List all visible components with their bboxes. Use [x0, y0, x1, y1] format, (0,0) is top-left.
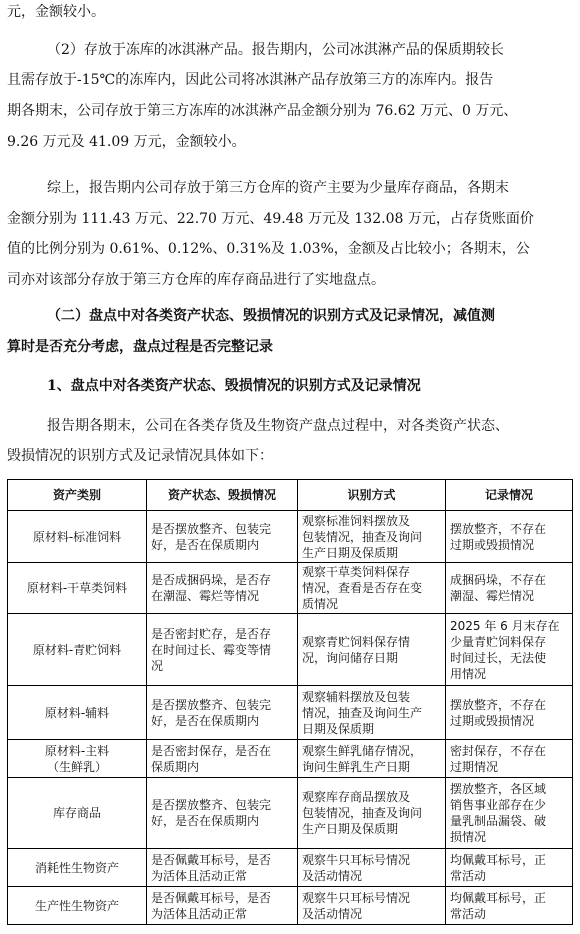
cell-record-status: [446, 614, 573, 686]
cell-record-status: [446, 563, 573, 614]
cell-record-status: [446, 778, 573, 849]
cell-text-line: 时间过长，无法使: [450, 650, 547, 665]
cell-identification-method: [298, 887, 446, 925]
cell-text-line: 摆放整齐，不存在: [450, 521, 547, 536]
cell-text-line: 观察库存商品摆放及: [302, 790, 411, 804]
text-line: 司亦对该部分存放于第三方仓库的库存商品进行了实地盘点。: [7, 272, 385, 288]
cell-text-line: 是否摆放整齐、包装完: [151, 697, 272, 712]
section-heading: （二）盘点中对各类资产状态、毁损情况的识别方式及记录情况，减值测: [47, 308, 495, 324]
cell-text-line: 损情况: [450, 830, 487, 844]
cell-text-line: 为活体且活动正常: [151, 906, 248, 921]
cell-text-line: 生产日期及保质期: [302, 822, 399, 836]
text-line: 9.26 万元及 41.09 万元，金额较小。: [7, 134, 246, 150]
cell-text-line: 过期或毁损情况: [450, 537, 535, 552]
text-line: 且需存放于-15℃的冻库内，因此公司将冰淇淋产品存放第三方的冻库内。报告: [7, 72, 494, 88]
cell-text-line: 是否密封贮存，是否存: [151, 626, 272, 641]
cell-text-line: 观察干草类饲料保存: [302, 565, 411, 579]
cell-text-line: 是否密封保存，是否在: [151, 743, 272, 758]
section-heading: 算时是否充分考虑，盘点过程是否完整记录: [7, 339, 273, 355]
cell-text-line: 观察标准饲料摆放及: [302, 513, 411, 528]
cell-text-line: 情况，抽查及询问生产: [302, 705, 423, 720]
cell-text-line: 保质期内: [151, 759, 200, 774]
cell-text-line: 销售事业部存在少: [450, 798, 547, 812]
text-line: 元，金额较小。: [7, 4, 105, 20]
header-asset-status: 资产状态、毁损情况: [147, 480, 298, 511]
cell-record-status: [446, 511, 573, 563]
text-line: 值的比例分别为 0.61%、0.12%、0.31%及 1.03%，金额及占比较小；各期末，公: [7, 241, 530, 257]
cell-text-line: 2025 年 6 月末存在: [450, 618, 560, 633]
cell-text-line: 过期或毁损情况: [450, 713, 535, 728]
header-record-status: 记录情况: [446, 480, 573, 511]
table-row: [8, 778, 573, 849]
cell-text-line: 观察青贮饲料保存情: [302, 634, 411, 649]
cell-text-line: （生鲜乳）: [46, 759, 107, 774]
cell-identification-method: [298, 614, 446, 686]
table-header-row: [8, 480, 573, 511]
subsection-heading: 1、盘点中对各类资产状态、毁损情况的识别方式及记录情况: [47, 378, 421, 394]
cell-text-line: 少量青贮饲料保存: [450, 634, 547, 649]
cell-text-line: 是否成捆码垛，是否存: [151, 573, 272, 587]
text-line: 综上，报告期内公司存放于第三方仓库的资产主要为少量库存商品，各期末: [47, 180, 509, 196]
cell-text-line: 况: [151, 658, 164, 673]
text-line: 金额分别为 111.43 万元、22.70 万元、49.48 万元及 132.08 万元，占存货账面价: [7, 211, 534, 227]
cell-identification-method: [298, 740, 446, 778]
cell-asset-category: [8, 887, 147, 925]
cell-asset-category: [8, 778, 147, 849]
cell-text-line: 在潮湿、霉烂等情况: [151, 589, 260, 603]
cell-text-line: 用情况: [450, 666, 487, 681]
cell-text-line: 观察牛只耳标号情况: [302, 852, 411, 867]
cell-text-line: 是否佩戴耳标号，是否: [151, 852, 272, 867]
cell-text-line: 询问生鲜乳生产日期: [302, 759, 411, 774]
cell-identification-method: [298, 686, 446, 740]
cell-asset-status: [147, 563, 298, 614]
cell-record-status: [446, 887, 573, 925]
table-row: [8, 563, 573, 614]
text-line: （2）存放于冻库的冰淇淋产品。报告期内，公司冰淇淋产品的保质期较长: [47, 42, 504, 58]
cell-text-line: 库存商品: [52, 806, 101, 820]
table-row: [8, 511, 573, 563]
cell-text-line: 观察辅料摆放及包装: [302, 689, 411, 704]
cell-text-line: 量乳制品漏袋、破: [450, 814, 547, 828]
cell-text-line: 为活体且活动正常: [151, 868, 248, 883]
cell-text-line: 在时间过长、霉变等情: [151, 642, 272, 657]
cell-text-line: 常活动: [450, 906, 487, 921]
cell-text-line: 摆放整齐，各区域: [450, 782, 547, 796]
cell-asset-category: [8, 511, 147, 563]
cell-text-line: 密封保存，不存在: [450, 743, 547, 758]
cell-identification-method: [298, 778, 446, 849]
cell-text-line: 均佩戴耳标号，正: [450, 852, 547, 867]
cell-text-line: 包装情况，抽查及询问: [302, 806, 423, 820]
cell-text-line: 常活动: [450, 868, 487, 883]
cell-text-line: 摆放整齐，不存在: [450, 697, 547, 712]
cell-text-line: 是否佩戴耳标号，是否: [151, 890, 272, 905]
cell-text-line: 过期情况: [450, 759, 499, 774]
cell-text-line: 成捆码垛，不存在: [450, 573, 547, 587]
cell-text-line: 好，是否在保质期内: [151, 537, 260, 552]
table-row: [8, 686, 573, 740]
cell-asset-status: [147, 849, 298, 887]
cell-text-line: 情况，查看是否存在变: [302, 581, 423, 595]
cell-asset-status: [147, 887, 298, 925]
text-line: 期各期末，公司存放于第三方冻库的冰淇淋产品金额分别为 76.62 万元、0 万元、: [7, 103, 518, 119]
cell-asset-status: [147, 511, 298, 563]
header-asset-category: 资产类别: [8, 480, 147, 511]
cell-text-line: 好，是否在保质期内: [151, 713, 260, 728]
cell-text-line: 生产日期及保质期: [302, 545, 399, 560]
cell-asset-category: [8, 740, 147, 778]
cell-text-line: 原材料-青贮饲料: [32, 642, 122, 657]
cell-identification-method: [298, 849, 446, 887]
cell-text-line: 原材料-干草类饲料: [26, 581, 128, 595]
table-row: [8, 887, 573, 925]
cell-text-line: 及活动情况: [302, 868, 363, 883]
cell-text-line: 原材料-辅料: [44, 705, 110, 720]
cell-text-line: 好，是否在保质期内: [151, 814, 260, 828]
cell-text-line: 生产性生物资产: [34, 898, 119, 913]
cell-asset-status: [147, 740, 298, 778]
cell-record-status: [446, 849, 573, 887]
cell-identification-method: [298, 563, 446, 614]
cell-asset-status: [147, 778, 298, 849]
cell-text-line: 观察生鲜乳储存情况，: [302, 743, 423, 758]
cell-text-line: 及活动情况: [302, 906, 363, 921]
cell-text-line: 质情况: [302, 597, 339, 611]
cell-identification-method: [298, 511, 446, 563]
cell-text-line: 原材料-标准饲料: [32, 529, 122, 544]
cell-text-line: 是否摆放整齐、包装完: [151, 798, 272, 812]
cell-asset-category: [8, 849, 147, 887]
cell-text-line: 日期及保质期: [302, 721, 375, 736]
cell-text-line: 况，询问储存日期: [302, 650, 399, 665]
table-row: [8, 614, 573, 686]
cell-text-line: 观察牛只耳标号情况: [302, 890, 411, 905]
cell-asset-category: [8, 614, 147, 686]
cell-asset-status: [147, 614, 298, 686]
cell-text-line: 消耗性生物资产: [34, 860, 119, 875]
text-line: 报告期各期末，公司在各类存货及生物资产盘点过程中，对各类资产状态、: [47, 418, 509, 434]
asset-inventory-table: [7, 479, 573, 925]
cell-text-line: 均佩戴耳标号，正: [450, 890, 547, 905]
cell-record-status: [446, 686, 573, 740]
cell-text-line: 包装情况，抽查及询问: [302, 529, 423, 544]
cell-text-line: 潮湿、霉烂情况: [450, 589, 535, 603]
table-row: [8, 849, 573, 887]
cell-record-status: [446, 740, 573, 778]
cell-text-line: 原材料-主料: [44, 743, 110, 758]
header-identification-method: 识别方式: [298, 480, 446, 511]
text-line: 毁损情况的识别方式及记录情况具体如下：: [7, 448, 273, 464]
cell-asset-category: [8, 686, 147, 740]
cell-text-line: 是否摆放整齐、包装完: [151, 521, 272, 536]
cell-asset-category: [8, 563, 147, 614]
cell-asset-status: [147, 686, 298, 740]
table-row: [8, 740, 573, 778]
